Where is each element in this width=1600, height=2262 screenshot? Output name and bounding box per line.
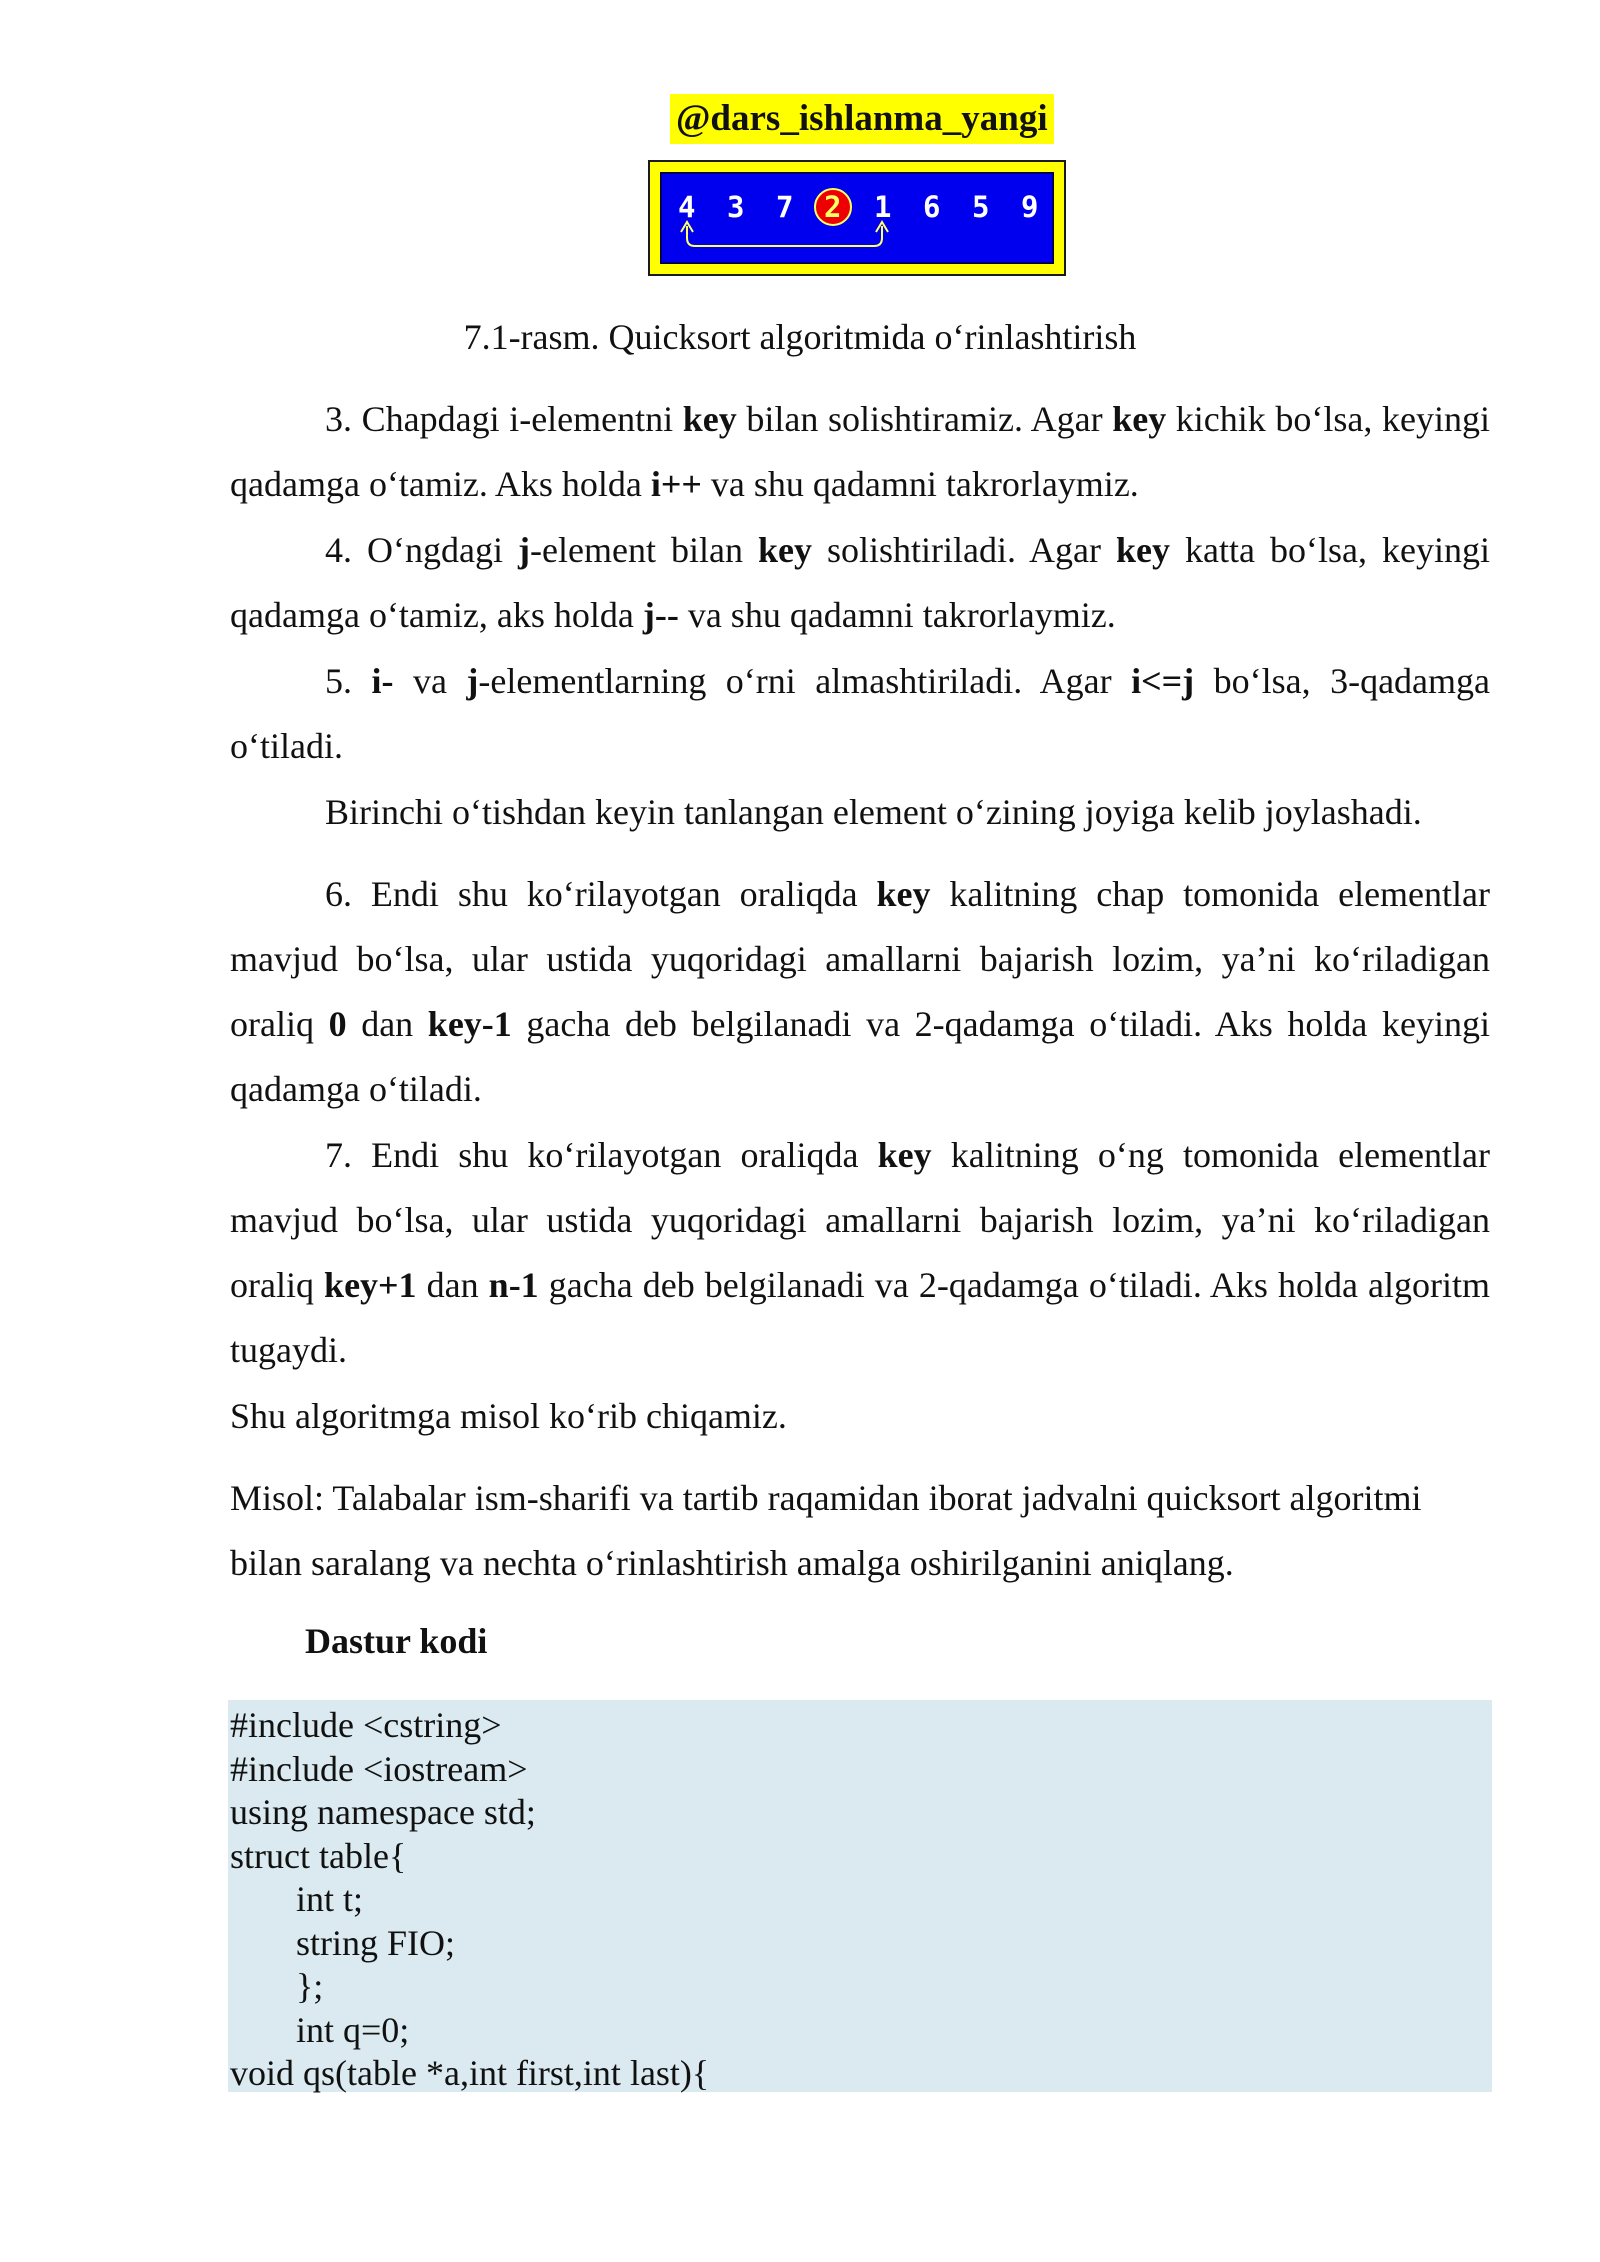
bold-term: key (877, 1135, 932, 1175)
figure-field (660, 172, 1054, 264)
code-line: int t; (296, 1879, 364, 1919)
figure-number: 6 (923, 190, 941, 224)
bold-term: j (466, 661, 479, 701)
text-run: va (393, 661, 467, 701)
figure-number: 3 (727, 190, 745, 224)
code-line: void qs(table *a,int first,int last){ (230, 2053, 710, 2093)
text-run: kalitning chap tomonida elementlar mavjud bo‘lsa, ular ustida yuqoridagi amallarni bajarish lozim, ya’ni ko‘riladigan oraliq (230, 874, 1490, 1044)
figure-number-highlighted: 2 (824, 190, 842, 224)
figure-number: 7 (776, 190, 794, 224)
bold-term: key (1112, 399, 1167, 439)
code-line: struct table{ (230, 1835, 407, 1876)
after-pass-paragraph: Birinchi o‘tishdan keyin tanlangan element o‘zining joyiga kelib joylashadi. (325, 792, 1422, 832)
bold-term: j-- (642, 595, 679, 635)
channel-handle: @dars_ishlanma_yangi (670, 94, 1054, 144)
text-run: 7. Endi shu ko‘rilayotgan oraliqda (325, 1135, 878, 1175)
bold-term: i++ (650, 464, 702, 504)
step-5-paragraph (230, 649, 1490, 779)
step-7-paragraph (230, 1123, 1490, 1383)
figure-number: 4 (678, 190, 696, 224)
text-run: -elementlarning o‘rni almashtiriladi. Agar (478, 661, 1132, 701)
swap-arrow (687, 226, 882, 246)
bold-term: key (682, 399, 737, 439)
text-run: va shu qadamni takrorlaymiz. (701, 464, 1139, 504)
code-line: using namespace std; (230, 1792, 536, 1832)
code-line: int q=0; (296, 2009, 410, 2050)
text-run: 3. Chapdagi i-elementni (325, 399, 683, 439)
code-line: }; (296, 1966, 324, 2006)
text-run: bilan solishtiramiz. Agar (736, 399, 1113, 439)
quicksort-figure (648, 160, 1066, 276)
step-4-paragraph (230, 518, 1490, 648)
bold-term: key (757, 530, 812, 570)
bold-term: i<=j (1131, 661, 1195, 701)
example-paragraph: Misol: Talabalar ism-sharifi va tartib raqamidan iborat jadvalni quicksort algoritmi bilan saralang va nechta o‘rinlashtirish amalga oshirilganini aniqlang. (230, 1478, 1422, 1583)
text-run: 5. (325, 661, 372, 701)
text-run: bo‘lsa, 3-qadamga o‘tiladi. (230, 661, 1491, 766)
code-block (228, 1700, 1492, 2092)
step-3-paragraph (230, 387, 1490, 517)
text-run: dan (346, 1004, 428, 1044)
text-run: kalitning o‘ng tomonida elementlar mavjud bo‘lsa, ular ustida yuqoridagi amallarni bajarish lozim, ya’ni ko‘riladigan oraliq (230, 1135, 1490, 1305)
bold-term: key-1 (427, 1004, 512, 1044)
text-run: gacha deb belgilanadi va 2-qadamga o‘tiladi. Aks holda algoritm tugaydi. (230, 1265, 1490, 1370)
figure-number: 9 (1021, 190, 1039, 224)
text-run: katta bo‘lsa, keyingi qadamga o‘tamiz, aks holda (230, 530, 1490, 635)
bold-term: key+1 (324, 1265, 417, 1305)
text-run: kichik bo‘lsa, keyingi qadamga o‘tamiz. Aks holda (230, 399, 1490, 504)
bold-term: 0 (328, 1004, 347, 1044)
figure-number: 5 (972, 190, 990, 224)
bold-term: n-1 (488, 1265, 539, 1305)
text-run: va shu qadamni takrorlaymiz. (678, 595, 1116, 635)
text-run: -element bilan (530, 530, 758, 570)
text-run: gacha deb belgilanadi va 2-qadamga o‘tiladi. Aks holda keyingi qadamga o‘tiladi. (230, 1004, 1490, 1109)
text-run: 6. Endi shu ko‘rilayotgan oraliqda (325, 874, 877, 914)
text-run: 4. O‘ngdagi (325, 530, 519, 570)
step-6-paragraph (230, 862, 1490, 1122)
figure-svg (662, 174, 1056, 266)
bold-term: i- (371, 661, 394, 701)
bold-term: key (1116, 530, 1171, 570)
code-line: #include <cstring> (230, 1705, 502, 1745)
figure-number: 1 (874, 190, 892, 224)
bold-term: key (876, 874, 931, 914)
figure-caption: 7.1-rasm. Quicksort algoritmida o‘rinlashtirish (463, 317, 1137, 357)
text-run: dan (416, 1265, 489, 1305)
bold-term: j (518, 530, 531, 570)
example-intro: Shu algoritmga misol ko‘rib chiqamiz. (230, 1396, 787, 1436)
code-line: #include <iostream> (230, 1748, 528, 1789)
text-run: solishtiriladi. Agar (811, 530, 1117, 570)
code-heading: Dastur kodi (305, 1621, 488, 1661)
code-line: string FIO; (296, 1922, 456, 1963)
